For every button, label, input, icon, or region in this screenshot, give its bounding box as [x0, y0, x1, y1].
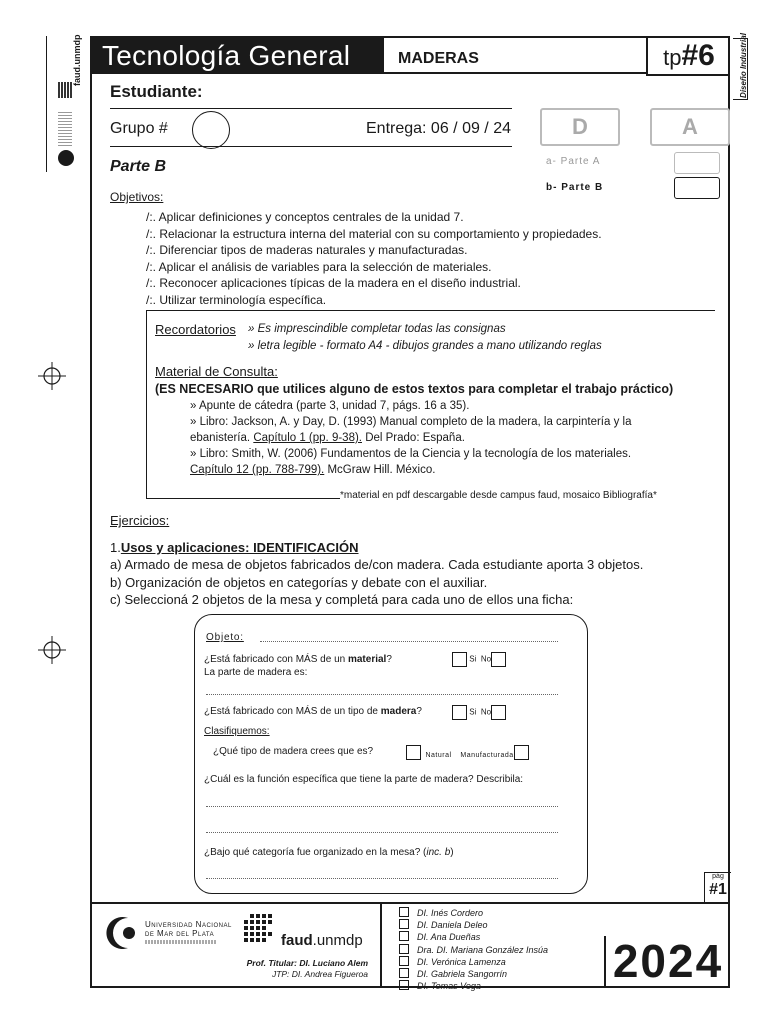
student-label: Estudiante: [110, 82, 203, 101]
function-input-line-1[interactable] [206, 806, 558, 807]
reference-2-line-1: » Libro: Jackson, A. y Day, D. (1993) Manual completo de la madera, la carpintería y la [190, 416, 632, 428]
staff-name: Dra. DI. Mariana González Insúa [417, 944, 549, 955]
staff-item [399, 956, 548, 968]
header-rule [384, 72, 646, 74]
question-5 [204, 847, 454, 858]
exercise-title: Usos y aplicaciones: IDENTIFICACIÓN [120, 540, 359, 555]
section-title: Parte B [110, 158, 167, 175]
object-label: Objeto: [206, 632, 244, 643]
group-circle[interactable] [192, 111, 230, 149]
manufactured-label: Manufacturada [460, 752, 514, 759]
q2-options [452, 705, 506, 720]
staff-checkbox[interactable] [399, 919, 409, 929]
prof-titular: Prof. Titular: DI. Luciano Alem [246, 958, 368, 968]
university-line-2: de Mar del Plata [145, 929, 215, 938]
material-heading: Material de Consulta: [155, 364, 278, 379]
objective-item: /:. Diferenciar tipos de maderas naturales y manufacturadas. [146, 243, 468, 257]
object-input-line[interactable] [260, 641, 558, 642]
reminder-line-1: » Es imprescindible completar todas las consignas [248, 323, 506, 335]
q2-pre: ¿Está fabricado con MÁS de un tipo de [204, 706, 381, 717]
footer-divider [380, 902, 382, 986]
q2-bold: madera [380, 706, 417, 717]
staff-item [399, 907, 548, 919]
reference-2-post: Del Prado: España. [365, 432, 465, 444]
year-label: 2024 [612, 935, 724, 987]
question-1 [204, 654, 392, 665]
q5-italic: inc. b [426, 847, 451, 858]
university-name [145, 920, 232, 938]
staff-item [399, 944, 548, 956]
faculty-credits [200, 958, 368, 980]
info-rule [110, 146, 512, 147]
jtp: JTP: DI. Andrea Figueroa [271, 969, 368, 979]
reminders-bottom-rule [146, 498, 340, 499]
page-label: pág [712, 873, 724, 880]
q2-no-checkbox[interactable] [491, 705, 506, 720]
reminders-heading: Recordatorios [155, 322, 236, 337]
reference-2-chapter: Capítulo 1 (pp. 9-38). [253, 432, 362, 444]
q2-post: ? [416, 706, 422, 717]
staff-checkbox[interactable] [399, 944, 409, 954]
faud-brand [281, 932, 363, 949]
side-tab [733, 33, 748, 100]
page-title: Tecnología General [92, 38, 384, 74]
q1-pre: ¿Está fabricado con MÁS de un [204, 654, 348, 665]
staff-checkbox[interactable] [399, 980, 409, 990]
university-line-1: Universidad Nacional [145, 920, 232, 929]
exercises-heading: Ejercicios: [110, 513, 170, 528]
part-a-box[interactable] [674, 152, 720, 174]
university-small-logo [58, 150, 74, 166]
group-label: Grupo # [110, 120, 168, 137]
reference-3-line-1: » Libro: Smith, W. (2006) Fundamentos de la Ciencia y la tecnología de los materiales. [190, 448, 632, 460]
staff-checkbox[interactable] [399, 907, 409, 917]
objectives-list [146, 209, 602, 308]
reference-3-post: McGraw Hill. México. [327, 464, 436, 476]
wood-part-input-line[interactable] [206, 694, 558, 695]
q1-no-checkbox[interactable] [491, 652, 506, 667]
registration-mark-icon [38, 362, 66, 390]
q2-yes-label: Si [469, 707, 477, 717]
staff-name: DI. Tomas Vega [417, 981, 481, 992]
question-3: ¿Qué tipo de madera crees que es? [213, 746, 374, 757]
part-b-box[interactable] [674, 177, 720, 199]
faud-dots-logo [58, 82, 72, 98]
registration-mark-icon [38, 636, 66, 664]
reference-1: » Apunte de cátedra (parte 3, unidad 7, págs. 16 a 35). [190, 400, 470, 412]
question-1-sub: La parte de madera es: [204, 667, 308, 678]
staff-item [399, 919, 548, 931]
manufactured-checkbox[interactable] [514, 745, 529, 760]
q1-bold: material [347, 654, 387, 665]
exercise-1-title [110, 539, 359, 556]
category-input-line[interactable] [206, 878, 558, 879]
reference-3-line-2 [190, 464, 435, 476]
tp-number-box [646, 38, 730, 76]
delivery-date: Entrega: 06 / 09 / 24 [366, 120, 511, 137]
q1-no-label: No [480, 654, 492, 664]
university-subtext-graphic [145, 940, 217, 944]
q2-yes-checkbox[interactable] [452, 705, 467, 720]
faud-domain: .unmdp [312, 932, 363, 949]
q1-post: ? [386, 654, 392, 665]
q2-no-label: No [480, 707, 492, 717]
left-margin-rule [46, 36, 47, 172]
university-logo-icon [102, 914, 144, 952]
natural-label: Natural [425, 752, 452, 759]
pdf-note: *material en pdf descargable desde campus faud, mosaico Bibliografía* [340, 490, 657, 501]
student-line[interactable] [110, 108, 512, 109]
faud-logo-icon [240, 912, 278, 948]
university-small-text-graphic [58, 110, 72, 146]
function-input-line-2[interactable] [206, 832, 558, 833]
question-2 [204, 706, 422, 717]
exercise-1b: b) Organización de objetos en categorías y debate con el auxiliar. [110, 575, 488, 590]
staff-item [399, 968, 548, 980]
q5-pre: ¿Bajo qué categoría fue organizado en la mesa? ( [204, 847, 427, 858]
objective-item: /:. Aplicar definiciones y conceptos centrales de la unidad 7. [146, 210, 464, 224]
faud-bold: faud [281, 932, 313, 949]
grade-box-d[interactable]: D [540, 108, 620, 146]
exercise-number: 1. [110, 540, 121, 555]
staff-checkbox[interactable] [399, 956, 409, 966]
exercise-1a: a) Armado de mesa de objetos fabricados de/con madera. Cada estudiante aporta 3 objetos. [110, 557, 644, 572]
staff-name: DI. Ana Dueñas [417, 932, 481, 943]
staff-name: DI. Daniela Deleo [417, 920, 488, 931]
reminder-line-2: » letra legible - formato A4 - dibujos grandes a mano utilizando reglas [248, 340, 602, 352]
reference-3-chapter: Capítulo 12 (pp. 788-799). [190, 464, 325, 476]
grade-box-a[interactable]: A [650, 108, 730, 146]
staff-name: DI. Gabriela Sangorrín [417, 969, 508, 980]
staff-checkbox[interactable] [399, 968, 409, 978]
staff-checkbox[interactable] [399, 931, 409, 941]
objectives-heading: Objetivos: [110, 190, 164, 204]
objective-item: /:. Aplicar el análisis de variables para la selección de materiales. [146, 259, 492, 274]
part-a-label: a- Parte A [546, 156, 601, 167]
staff-item [399, 980, 548, 992]
objective-item: /:. Utilizar terminología específica. [146, 292, 327, 307]
reference-2-pre: ebanistería. [190, 432, 251, 444]
q5-post: ) [450, 847, 454, 858]
q3-options [406, 744, 529, 762]
q1-yes-checkbox[interactable] [452, 652, 467, 667]
side-tab-label: Diseño Industrial [738, 33, 748, 98]
objective-item: /:. Relacionar la estructura interna del material con su comportamiento y propiedades. [146, 226, 602, 241]
reference-2-line-2 [190, 432, 465, 444]
staff-name: DI. Verónica Lamenza [417, 956, 506, 967]
part-b-label: b- Parte B [546, 182, 604, 193]
staff-item [399, 931, 548, 943]
tp-number: #6 [681, 39, 715, 72]
left-brand-text: faud.unmdp [72, 34, 82, 86]
page-number: #1 [709, 881, 727, 898]
q1-options [452, 652, 506, 667]
subject-label: MADERAS [398, 50, 479, 67]
q1-yes-label: Si [469, 654, 477, 664]
staff-name: DI. Inés Cordero [417, 908, 484, 918]
classify-heading: Clasifiquemos: [204, 726, 270, 737]
material-note: (ES NECESARIO que utilices alguno de estos textos para completar el trabajo práctico) [155, 382, 674, 396]
tp-prefix: tp [663, 45, 682, 70]
natural-checkbox[interactable] [406, 745, 421, 760]
question-4: ¿Cuál es la función específica que tiene la parte de madera? Describila: [204, 774, 524, 785]
objective-item: /:. Reconocer aplicaciones típicas de la madera en el diseño industrial. [146, 276, 521, 290]
staff-list [399, 907, 548, 992]
exercise-1c: c) Seleccioná 2 objetos de la mesa y completá para cada uno de ellos una ficha: [110, 592, 574, 607]
year-divider [604, 936, 606, 986]
page-number-box [704, 872, 731, 903]
